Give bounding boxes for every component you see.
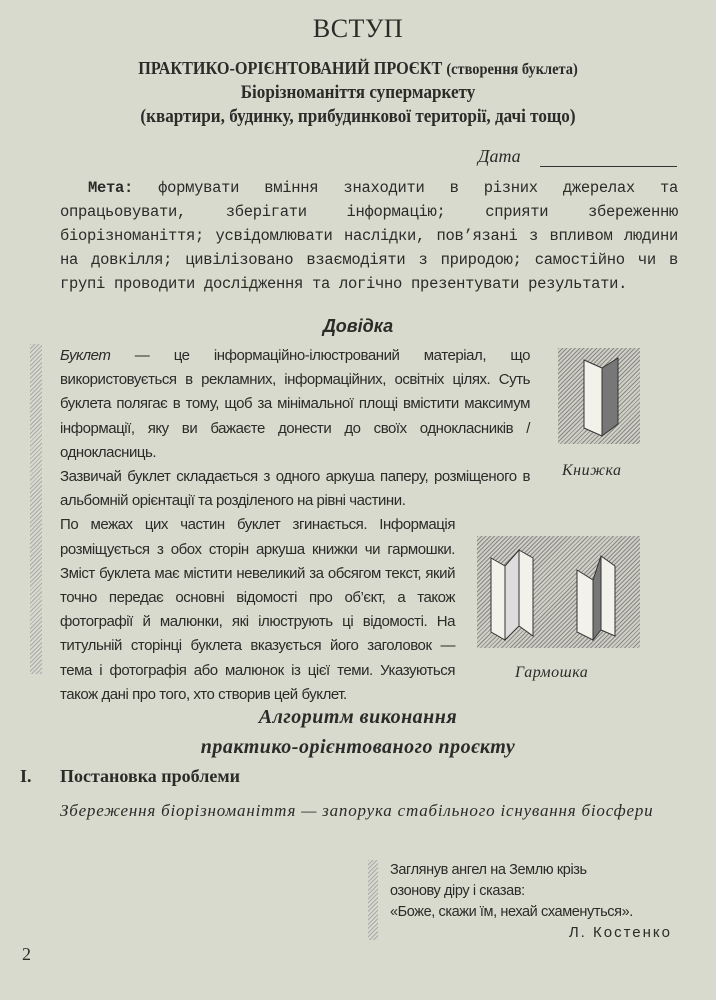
accordion-fold-icon — [477, 536, 640, 648]
reference-title: Довідка — [322, 316, 394, 336]
figure-caption-accordion: Гармошка — [515, 664, 589, 681]
quote-author: Л. Костенко — [568, 924, 672, 941]
goal-paragraph — [60, 176, 678, 296]
project-type-note: (створення буклета) — [446, 61, 578, 78]
term-booklet: Буклет — [60, 347, 111, 364]
booklet-book-figure — [558, 348, 640, 444]
algorithm-title-line1: Алгоритм виконання — [258, 706, 458, 728]
goal-text: формувати вміння знаходити в різних джерелах та опрацьовувати, зберігати інформацію; сприяти збереженню біорізноманіття; усвідомлювати наслідки, пов’язані з впливом людини на довкілля; цивілізовано взаємодіяти з природою; самостійно чи в групі проводити дослідження та логічно презентувати результати. — [60, 179, 678, 293]
project-type-heading — [36, 58, 680, 79]
book-fold-icon — [558, 348, 640, 444]
project-type: ПРАКТИКО-ОРІЄНТОВАНИЙ ПРОЄКТ — [138, 58, 443, 78]
section-heading — [20, 766, 240, 787]
booklet-accordion-figure — [477, 536, 640, 648]
figure-caption-book: Книжка — [562, 462, 622, 479]
reference-p2a: Зазвичай буклет складається з одного аркуша паперу, розміщеного в альбомній орієнтації та розділеного на рівні частини. — [60, 468, 530, 510]
reference-p1: — це інформаційно-ілюстрований матеріал, що використовується в рекламних, інформаційних, освітніх цілях. Суть буклета полягає в тому, щоб за мінімальної площі вмістити максимум інформації, яку ви бажаєте донести до своїх однокласників / однокласниць. — [60, 347, 530, 461]
reference-p2b: По межах цих частин буклет згинається. Інформація розміщується з обох сторін аркуша книжки чи гармошки. Зміст буклета має містити невеликий за обсягом текст, який точно передає основні відомості про об’єкт, а також фотографії й малюнки, які ілюструють ці відомості. На титульній сторінці буклета вказується його заголовок — тема і фотографія або малюнок із цієї теми. Указуються також дані про того, хто створив цей буклет. — [60, 516, 455, 703]
project-topic: Біорізноманіття супермаркету — [240, 82, 476, 103]
project-topic-note: (квартири, будинку, прибудинкової території, дачі тощо) — [140, 106, 576, 127]
quote-line: «Боже, скажи їм, нехай схаменуться». — [390, 904, 633, 920]
algorithm-title-line2: практико-орієнтованого проєкту — [200, 736, 516, 758]
section-number: I. — [20, 766, 32, 786]
quote-side-stripe — [368, 860, 378, 940]
reference-side-stripe — [30, 344, 42, 674]
problem-thesis: Збереження біорізноманіття — запорука стабільного існування біосфери — [60, 801, 654, 820]
date-label: Дата — [478, 146, 521, 166]
epigraph-quote — [390, 860, 633, 923]
goal-label: Мета: — [88, 179, 134, 197]
reference-text — [60, 344, 530, 707]
page-number: 2 — [22, 944, 31, 964]
quote-line: озонову діру і сказав: — [390, 883, 525, 899]
quote-line: Заглянув ангел на Землю крізь — [390, 862, 587, 878]
section-title: Постановка проблеми — [60, 766, 240, 786]
page-title: ВСТУП — [312, 14, 404, 43]
date-field-line[interactable] — [540, 166, 677, 167]
